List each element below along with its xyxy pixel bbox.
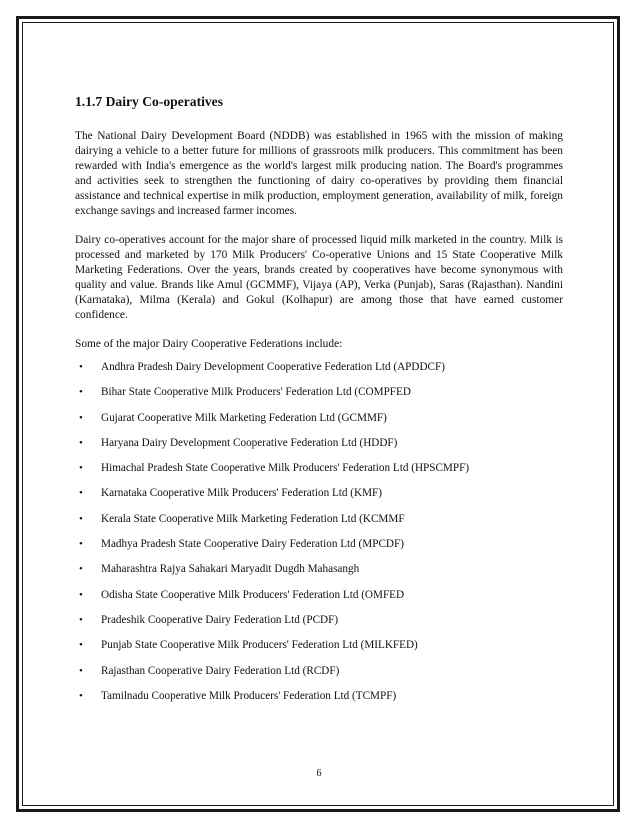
federation-name: Tamilnadu Cooperative Milk Producers' Federation Ltd (TCMPF) bbox=[101, 689, 397, 702]
bullet-icon: • bbox=[79, 512, 83, 525]
federation-name: Maharashtra Rajya Sahakari Maryadit Dugdh Mahasangh bbox=[101, 563, 360, 576]
list-intro: Some of the major Dairy Cooperative Federations include: bbox=[75, 338, 343, 350]
list-item bbox=[75, 664, 563, 689]
bullet-icon: • bbox=[79, 386, 83, 399]
federation-list bbox=[75, 360, 563, 714]
federation-name: Haryana Dairy Development Cooperative Federation Ltd (HDDF) bbox=[101, 436, 398, 449]
list-item bbox=[75, 588, 563, 613]
bullet-icon: • bbox=[79, 361, 83, 373]
list-item bbox=[75, 385, 563, 410]
bullet-icon: • bbox=[79, 563, 83, 576]
bullet-icon: • bbox=[79, 462, 83, 475]
paragraph-nddb: The National Dairy Development Board (NDDB) was established in 1965 with the mission of making dairying a vehicle to a better future for millions of grassroots milk producers. This commitment has been rewarded with India's emergence as the world's largest milk producing nation. The Board's programmes and activities seek to strengthen the functioning of dairy co-operatives by providing them financial assistance and technical expertise in milk production, employment generation, availability of milk, foreign exchange savings and increased farmer incomes. bbox=[75, 130, 563, 217]
list-item bbox=[75, 512, 563, 537]
federation-name: Pradeshik Cooperative Dairy Federation Ltd (PCDF) bbox=[101, 613, 339, 626]
federation-name: Bihar State Cooperative Milk Producers' Federation Ltd (COMPFED bbox=[101, 386, 411, 399]
page-number: 6 bbox=[316, 768, 322, 779]
federation-name: Rajasthan Cooperative Dairy Federation Ltd (RCDF) bbox=[101, 664, 340, 677]
bullet-icon: • bbox=[79, 588, 83, 601]
bullet-icon: • bbox=[79, 689, 83, 702]
bullet-icon: • bbox=[79, 538, 83, 551]
list-item bbox=[75, 689, 563, 714]
list-item bbox=[75, 486, 563, 511]
bullet-icon: • bbox=[79, 411, 83, 424]
bullet-icon: • bbox=[79, 613, 83, 626]
paragraph-dairy-cooperatives: Dairy co-operatives account for the major share of processed liquid milk marketed in the country. Milk is processed and marketed by 170 Milk Producers' Co-operative Unions and 15 State Cooperative Milk Marketing Federations. Over the years, brands created by cooperatives have become synonymous with quality and value. Brands like Amul (GCMMF), Vijaya (AP), Verka (Punjab), Saras (Rajasthan). Nandini (Karnataka), Milma (Kerala) and Gokul (Kolhapur) are among those that have earned customer confidence. bbox=[75, 234, 563, 321]
federation-name: Kerala State Cooperative Milk Marketing Federation Ltd (KCMMF bbox=[101, 512, 405, 525]
page-content bbox=[75, 93, 563, 714]
federation-name: Punjab State Cooperative Milk Producers' Federation Ltd (MILKFED) bbox=[101, 639, 418, 652]
list-item bbox=[75, 537, 563, 562]
federation-name: Gujarat Cooperative Milk Marketing Federation Ltd (GCMMF) bbox=[101, 411, 387, 424]
federation-name: Odisha State Cooperative Milk Producers' Federation Ltd (OMFED bbox=[101, 588, 405, 601]
section-heading: 1.1.7 Dairy Co-operatives bbox=[75, 94, 223, 109]
list-item bbox=[75, 411, 563, 436]
federation-name: Andhra Pradesh Dairy Development Cooperative Federation Ltd (APDDCF) bbox=[101, 361, 445, 373]
bullet-icon: • bbox=[79, 436, 83, 449]
list-item bbox=[75, 360, 563, 385]
federation-name: Karnataka Cooperative Milk Producers' Federation Ltd (KMF) bbox=[101, 487, 383, 500]
list-item bbox=[75, 436, 563, 461]
bullet-icon: • bbox=[79, 664, 83, 677]
list-item bbox=[75, 461, 563, 486]
federation-name: Madhya Pradesh State Cooperative Dairy Federation Ltd (MPCDF) bbox=[101, 538, 404, 551]
bullet-icon: • bbox=[79, 639, 83, 652]
bullet-icon: • bbox=[79, 487, 83, 500]
list-item bbox=[75, 638, 563, 663]
list-item bbox=[75, 562, 563, 587]
federation-name: Himachal Pradesh State Cooperative Milk Producers' Federation Ltd (HPSCMPF) bbox=[101, 462, 470, 475]
list-item bbox=[75, 613, 563, 638]
